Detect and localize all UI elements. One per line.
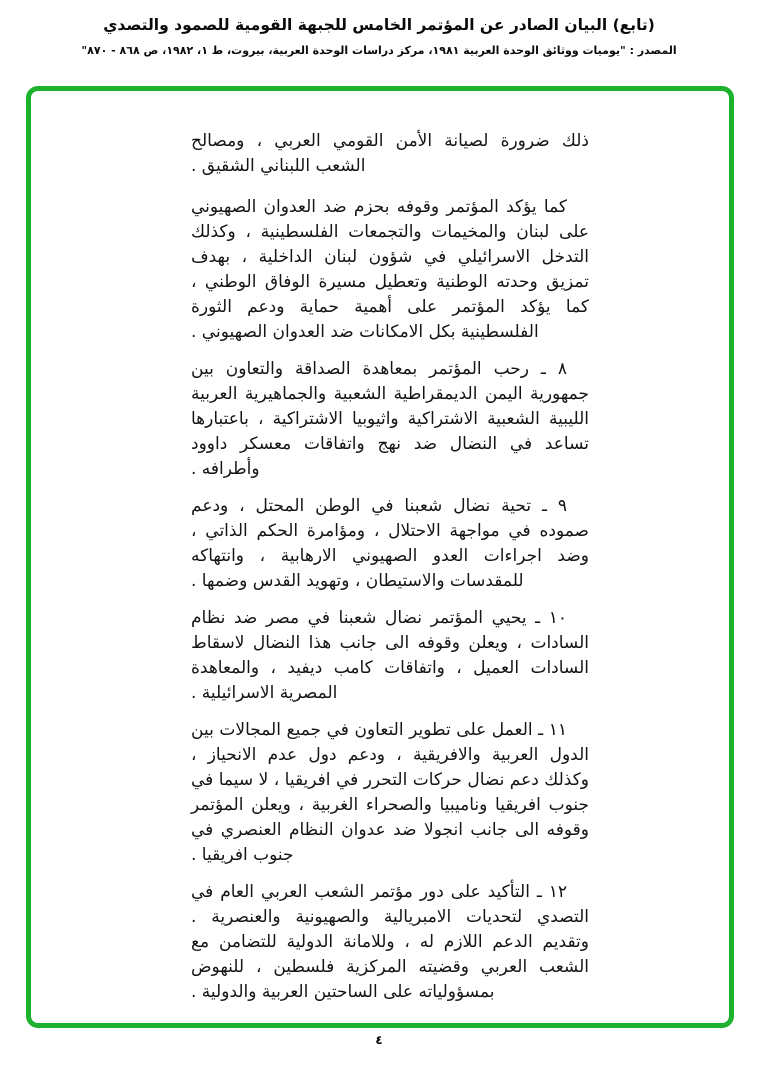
document-header <box>30 16 728 57</box>
paragraph: ٨ ـ رحب المؤتمر بمعاهدة الصداقة والتعاون بين جمهورية اليمن الديمقراطية الشعبية والجماهيرية العربية الليبية الشعبية الاشتراكية واثيوبيا الاشتراكية ، باعتبارها تساعد في النضال ضد نهج واتفاقات معسكر داوود وأطرافه . <box>191 359 589 479</box>
page-title: (تابع) البيان الصادر عن المؤتمر الخامس للجبهة القومية للصمود والتصدي <box>103 16 655 34</box>
paragraph: ١١ ـ العمل على تطوير التعاون في جميع المجالات بين الدول العربية والافريقية ، ودعم دول عدم الانحياز ، وكذلك دعم نضال حركات التحرر في افريقيا ، لا سيما في جنوب افريقيا وناميبيا والصحراء الغربية ، ويعلن المؤتمر وقوفه الى جانب انجولا ضد عدوان النظام العنصري في جنوب افريقيا . <box>191 720 589 865</box>
green-border-frame <box>26 86 734 1028</box>
source-citation-line: المصدر : "يوميات ووثائق الوحدة العربية ١٩٨١، مركز دراسات الوحدة العربية، بيروت، ط ١، ١٩٨٢، ص ٨٦٨ - ٨٧٠" <box>81 44 677 57</box>
paragraph: ذلك ضرورة لصيانة الأمن القومي العربي ، ومصالح الشعب اللبناني الشقيق . <box>191 131 589 176</box>
paragraph: ١٢ ـ التأكيد على دور مؤتمر الشعب العربي العام في التصدي لتحديات الامبريالية والصهيونية والعنصرية . وتقديم الدعم اللازم له ، وللامانة الدولية للتضامن مع الشعب العربي وقضيته المركزية فلسطين ، للنهوض بمسؤولياته على الساحتين العربية والدولية . <box>191 882 589 1002</box>
paragraph: ١٠ ـ يحيي المؤتمر نضال شعبنا في مصر ضد نظام السادات ، ويعلن وقوفه الى جانب هذا النضال لاسقاط السادات العميل ، واتفاقات كامب ديفيد ، والمعاهدة المصرية الاسرائيلية . <box>191 608 589 703</box>
paragraph: كما يؤكد المؤتمر وقوفه بحزم ضد العدوان الصهيوني على لبنان والمخيمات والتجمعات الفلسطينية ، وكذلك التدخل الاسرائيلي في شؤون لبنان الداخلية ، بهدف تمزيق وحدته الوطنية وتعطيل مسيرة الوفاق الوطني ، كما يؤكد المؤتمر على أهمية حماية ودعم الثورة الفلسطينية بكل الامكانات ضد العدوان الصهيوني . <box>191 197 589 342</box>
paragraph: ٩ ـ تحية نضال شعبنا في الوطن المحتل ، ودعم صموده في مواجهة الاحتلال ، ومؤامرة الحكم الذاتي ، وضد اجراءات العدو الصهيوني الارهابية ، وانتهاكه للمقدسات والاستيطان ، وتهويد القدس وضمها . <box>191 496 589 591</box>
page-number: ٤ <box>375 1033 383 1047</box>
document-body <box>191 129 589 1017</box>
